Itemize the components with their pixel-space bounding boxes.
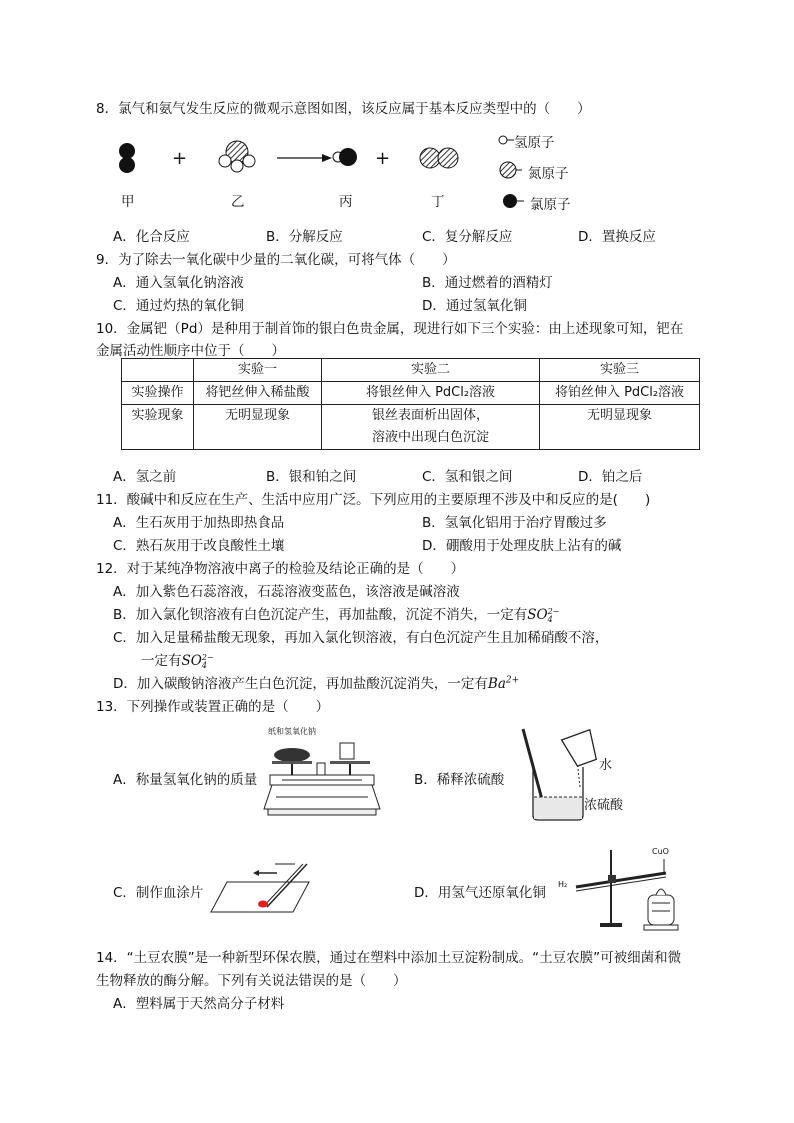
- table-header-cell: 实验三: [540, 359, 700, 382]
- table-cell-line: 溶液中出现白色沉淀: [371, 430, 489, 445]
- q11-option-d: D．硼酸用于处理皮肤上沾有的碱: [422, 538, 622, 554]
- q13-option-d: D．用氢气还原氧化铜: [414, 885, 546, 901]
- q12-stem: 12．对于某纯净物溶液中离子的检验及结论正确的是（ ）: [96, 561, 465, 577]
- table-cell: 无明显现象: [540, 405, 700, 450]
- q9-option-c: C．通过灼热的氧化铜: [113, 298, 244, 314]
- fig-d-h2-label: H₂: [558, 880, 568, 889]
- q14-stem-line2: 生物释放的酶分解。下列有关说法错误的是（ ）: [96, 973, 407, 989]
- q14-option-a: A．塑料属于天然高分子材料: [113, 996, 285, 1012]
- table-cell: 实验操作: [122, 382, 194, 405]
- q8-option-d: D．置换反应: [578, 229, 656, 245]
- plus-sign-2: +: [375, 148, 391, 169]
- fig-d-cuo-label: CuO: [652, 847, 669, 856]
- table-cell: 将钯丝伸入稀盐酸: [194, 382, 322, 405]
- q12-option-c-line1: C．加入足量稀盐酸无现象，再加入氯化钡溶液，有白色沉淀产生且加稀硝酸不溶，: [113, 630, 609, 646]
- plus-sign-1: +: [172, 148, 188, 169]
- q13-option-c: C．制作血涂片: [113, 885, 204, 901]
- label-jia: 甲: [121, 194, 135, 210]
- label-bing: 丙: [339, 194, 353, 210]
- q13-option-b: B．稀释浓硫酸: [414, 772, 505, 788]
- fig-b-acid-label: 浓硫酸: [584, 798, 624, 813]
- fig-b-water-label: 水: [599, 758, 613, 773]
- legend-nitrogen-label: 氮原子: [528, 166, 569, 182]
- experiment-table: [121, 358, 700, 450]
- q12-option-c-line2: [141, 649, 214, 670]
- q12-option-a: A．加入紫色石蕊溶液，石蕊溶液变蓝色，该溶液是碱溶液: [113, 584, 460, 600]
- label-ding: 丁: [431, 194, 445, 210]
- table-row: [122, 405, 700, 450]
- table-cell: 将银丝伸入 PdCl₂溶液: [322, 382, 540, 405]
- legend-hydrogen-icon: [499, 136, 514, 144]
- q8-option-b: B．分解反应: [266, 229, 343, 245]
- q10-stem-line1: 10．金属钯（Pd）是种用于制首饰的银白色贵金属，现进行如下三个实验：由上述现象可知，钯在: [96, 321, 684, 337]
- label-yi: 乙: [231, 194, 245, 210]
- q9-stem: 9．为了除去一氧化碳中少量的二氧化碳，可将气体（ ）: [96, 252, 456, 268]
- q12-option-b: [113, 603, 559, 624]
- table-cell: 将铂丝伸入 PdCl₂溶液: [540, 382, 700, 405]
- blood-smear-icon: [205, 862, 315, 922]
- q12-option-b-text: B．加入氯化钡溶液有白色沉淀产生，再加盐酸，沉淀不消失，一定有: [113, 607, 528, 623]
- q10-option-b: B．银和铂之间: [266, 469, 357, 485]
- table-row: [122, 382, 700, 405]
- barium-formula: $Ba^{2+}$: [487, 675, 520, 692]
- fig-a-caption: 纸和氢氧化钠: [268, 727, 316, 736]
- legend-hydrogen-label: 氢原子: [514, 135, 555, 151]
- q12-option-d: [113, 672, 519, 692]
- q13-stem: 13．下列操作或装置正确的是（ ）: [96, 699, 330, 715]
- q8-option-c: C．复分解反应: [422, 229, 513, 245]
- q13-option-a: A．称量氢氧化钠的质量: [113, 772, 258, 788]
- table-header-cell: [122, 359, 194, 382]
- sulfate-formula: SO 2− 4: [181, 652, 214, 670]
- balance-scale-icon: [262, 735, 382, 825]
- table-cell-line: 银丝表面析出固体，: [371, 408, 489, 423]
- legend-chlorine-label: 氯原子: [530, 197, 571, 213]
- molecule-yi-icon: [219, 141, 255, 172]
- table-header-cell: 实验一: [194, 359, 322, 382]
- sulfate-formula: SO 2− 4: [527, 606, 560, 624]
- q14-stem-line1: 14．“土豆农膜”是一种新型环保农膜，通过在塑料中添加土豆淀粉制成。“土豆农膜”可被细菌和微: [96, 950, 682, 966]
- table-cell: 无明显现象: [194, 405, 322, 450]
- q12-option-d-text: D．加入碳酸钠溶液产生白色沉淀，再加盐酸沉淀消失，一定有: [113, 676, 488, 692]
- q10-stem-line2: 金属活动性顺序中位于（ ）: [96, 343, 285, 359]
- table-cell: 实验现象: [122, 405, 194, 450]
- q10-option-c: C．氢和银之间: [422, 469, 513, 485]
- q9-option-a: A．通入氢氧化钠溶液: [113, 275, 244, 291]
- molecule-ding-icon: [420, 148, 458, 168]
- q8-option-a: A．化合反应: [113, 229, 190, 245]
- legend-nitrogen-icon: [500, 162, 522, 178]
- q8-stem: 8．氯气和氨气发生反应的微观示意图如图，该反应属于基本反应类型中的（ ）: [96, 101, 591, 117]
- molecule-bing-icon: [333, 148, 357, 166]
- q11-option-b: B．氢氧化铝用于治疗胃酸过多: [422, 515, 607, 531]
- table-cell: [322, 405, 540, 450]
- q11-option-c: C．熟石灰用于改良酸性土壤: [113, 538, 285, 554]
- molecule-jia-icon: [119, 143, 135, 173]
- legend-chlorine-icon: [503, 194, 524, 208]
- q10-option-a: A．氢之前: [113, 469, 177, 485]
- q12-option-c-text: 一定有: [141, 653, 182, 669]
- q11-stem: 11．酸碱中和反应在生产、生活中应用广泛。下列应用的主要原理不涉及中和反应的是( ): [96, 492, 651, 508]
- q9-option-d: D．通过氢氧化铜: [422, 298, 527, 314]
- reaction-arrow-icon: [277, 154, 332, 162]
- q9-option-b: B．通过燃着的酒精灯: [422, 275, 553, 291]
- table-header-row: [122, 359, 700, 382]
- q11-option-a: A．生石灰用于加热即热食品: [113, 515, 285, 531]
- table-header-cell: 实验二: [322, 359, 540, 382]
- q10-option-d: D．铂之后: [578, 469, 643, 485]
- hydrogen-reduction-apparatus-icon: [556, 845, 676, 935]
